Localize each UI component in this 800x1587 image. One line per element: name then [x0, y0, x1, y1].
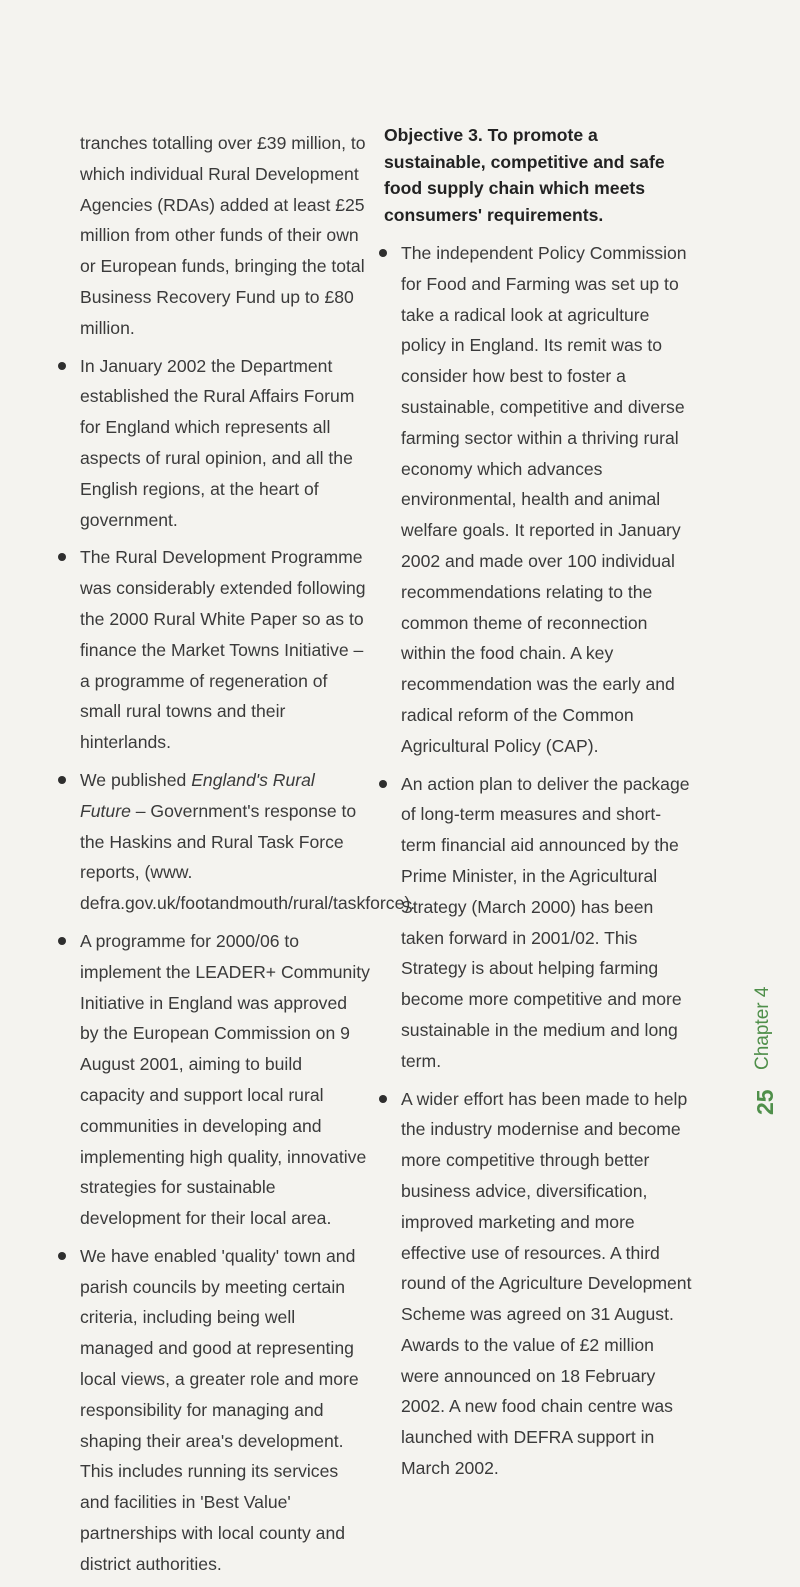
bullet-icon: [58, 1252, 66, 1260]
list-item: [80, 351, 370, 536]
intro-paragraph: tranches totalling over £39 million, to which individual Rural Development Agencies (RDAs) added at least £25 million from other funds of their own or European funds, bringing the total Business Recovery Fund up to £80 million.: [80, 133, 366, 338]
list-item-text: The independent Policy Commission for Food and Farming was set up to take a radical look at agriculture policy in England. Its remit was to consider how best to foster a sustainable, competitive and diverse farming sector within a thriving rural economy which advances environmental, health and animal welfare goals. It reported in January 2002 and made over 100 individual recommendations relating to the common theme of reconnection within the food chain. A key recommendation was the early and radical reform of the Common Agricultural Policy (CAP).: [401, 243, 687, 756]
chapter-label: Chapter 4: [752, 986, 773, 1070]
list-item: [401, 769, 693, 1077]
left-column: [80, 128, 416, 1587]
page-number: 25: [752, 1089, 778, 1115]
bullet-icon: [58, 776, 66, 784]
bullet-icon: [379, 249, 387, 257]
right-column: [384, 122, 693, 1491]
bullet-icon: [379, 1095, 387, 1103]
bullet-icon: [58, 553, 66, 561]
bullet-icon: [379, 780, 387, 788]
list-item-text: The Rural Development Programme was considerably extended following the 2000 Rural White Paper so as to finance the Market Towns Initiative – a programme of regeneration of small rural towns and their hinterlands.: [80, 547, 366, 753]
bullet-icon: [58, 362, 66, 370]
objective-heading: Objective 3. To promote a sustainable, competitive and safe food supply chain which meets consumers' requirements.: [384, 125, 665, 225]
list-item-text-start: We published: [80, 769, 192, 790]
list-item: [80, 765, 416, 919]
list-item-text: A programme for 2000/06 to implement the LEADER+ Community Initiative in England was approved by the European Commission on 9 August 2001, aiming to build capacity and support local rural communities in developing and implementing high quality, innovative strategies for sustainable development for their local area.: [80, 930, 370, 1229]
list-item-text: We have enabled 'quality' town and parish councils by meeting certain criteria, including being well managed and good at representing local views, a greater role and more responsibility for managing and shaping their area's development. This includes running its services and facilities in 'Best Value' partnerships with local county and district authorities.: [80, 1245, 359, 1574]
list-item: [80, 1241, 370, 1580]
publication-title: England's Rural Future: [80, 769, 315, 821]
list-item: [80, 542, 370, 758]
bullet-icon: [58, 937, 66, 945]
list-item: [80, 926, 370, 1234]
list-item-text: In January 2002 the Department established the Rural Affairs Forum for England which represents all aspects of rural opinion, and all the English regions, at the heart of government.: [80, 355, 355, 530]
list-item-text-end: – Government's response to the Haskins and Rural Task Force reports, (www. defra.gov.uk/footandmouth/rural/taskforce).: [80, 800, 416, 914]
list-item: [401, 238, 693, 762]
list-item: [401, 1084, 693, 1484]
list-item-text: An action plan to deliver the package of long-term measures and short-term financial aid announced by the Prime Minister, in the Agricultural Strategy (March 2000) has been taken forward in 2001/02. This Strategy is about helping farming become more competitive and more sustainable in the medium and long term.: [401, 773, 690, 1071]
list-item-text: A wider effort has been made to help the industry modernise and become more competitive through better business advice, diversification, improved marketing and more effective use of resources. A third round of the Agriculture Development Scheme was agreed on 31 August. Awards to the value of £2 million were announced on 18 February 2002. A new food chain centre was launched with DEFRA support in March 2002.: [401, 1088, 692, 1479]
